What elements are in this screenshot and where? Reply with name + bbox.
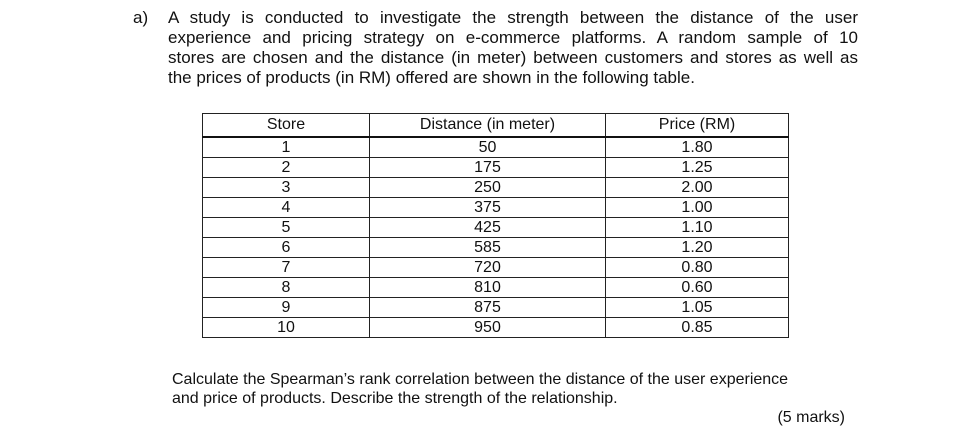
question-task — [172, 370, 862, 408]
cell-distance: 875 — [370, 298, 606, 318]
cell-distance: 50 — [370, 137, 606, 158]
table-row — [203, 198, 789, 218]
cell-distance: 425 — [370, 218, 606, 238]
question-intro — [168, 8, 858, 88]
table-body — [203, 137, 789, 338]
cell-distance: 810 — [370, 278, 606, 298]
intro-line: experience and pricing strategy on e-commerce platforms. A random sample of 10 — [168, 28, 858, 47]
marks-label: (5 marks) — [777, 409, 845, 426]
cell-store: 1 — [203, 137, 370, 158]
table-row — [203, 318, 789, 338]
cell-price: 1.10 — [606, 218, 789, 238]
cell-price: 0.80 — [606, 258, 789, 278]
cell-store: 10 — [203, 318, 370, 338]
cell-price: 2.00 — [606, 178, 789, 198]
cell-store: 6 — [203, 238, 370, 258]
table-row — [203, 238, 789, 258]
cell-store: 5 — [203, 218, 370, 238]
cell-price: 1.00 — [606, 198, 789, 218]
table-row — [203, 137, 789, 158]
cell-price: 1.05 — [606, 298, 789, 318]
cell-distance: 585 — [370, 238, 606, 258]
task-line: Calculate the Spearman’s rank correlation between the distance of the user experience — [172, 371, 789, 388]
cell-distance: 250 — [370, 178, 606, 198]
header-distance: Distance (in meter) — [370, 114, 606, 138]
cell-distance: 720 — [370, 258, 606, 278]
table-row — [203, 298, 789, 318]
cell-store: 7 — [203, 258, 370, 278]
header-store: Store — [203, 114, 370, 138]
table-row — [203, 218, 789, 238]
cell-store: 3 — [203, 178, 370, 198]
cell-price: 0.85 — [606, 318, 789, 338]
cell-distance: 175 — [370, 158, 606, 178]
intro-line: stores are chosen and the distance (in meter) between customers and stores as well as — [168, 48, 858, 67]
intro-line: the prices of products (in RM) offered are shown in the following table. — [168, 68, 695, 87]
task-line: and price of products. Describe the strength of the relationship. — [172, 390, 618, 407]
intro-line: A study is conducted to investigate the strength between the distance of the user — [168, 8, 858, 27]
table-row — [203, 178, 789, 198]
cell-price: 1.80 — [606, 137, 789, 158]
cell-price: 1.20 — [606, 238, 789, 258]
question-label: a) — [133, 8, 149, 27]
cell-store: 2 — [203, 158, 370, 178]
table-header-row — [203, 114, 789, 138]
cell-store: 9 — [203, 298, 370, 318]
cell-price: 0.60 — [606, 278, 789, 298]
cell-price: 1.25 — [606, 158, 789, 178]
table-row — [203, 258, 789, 278]
cell-store: 8 — [203, 278, 370, 298]
data-table — [202, 113, 789, 338]
cell-distance: 950 — [370, 318, 606, 338]
cell-store: 4 — [203, 198, 370, 218]
header-price: Price (RM) — [606, 114, 789, 138]
table-row — [203, 278, 789, 298]
table-row — [203, 158, 789, 178]
cell-distance: 375 — [370, 198, 606, 218]
